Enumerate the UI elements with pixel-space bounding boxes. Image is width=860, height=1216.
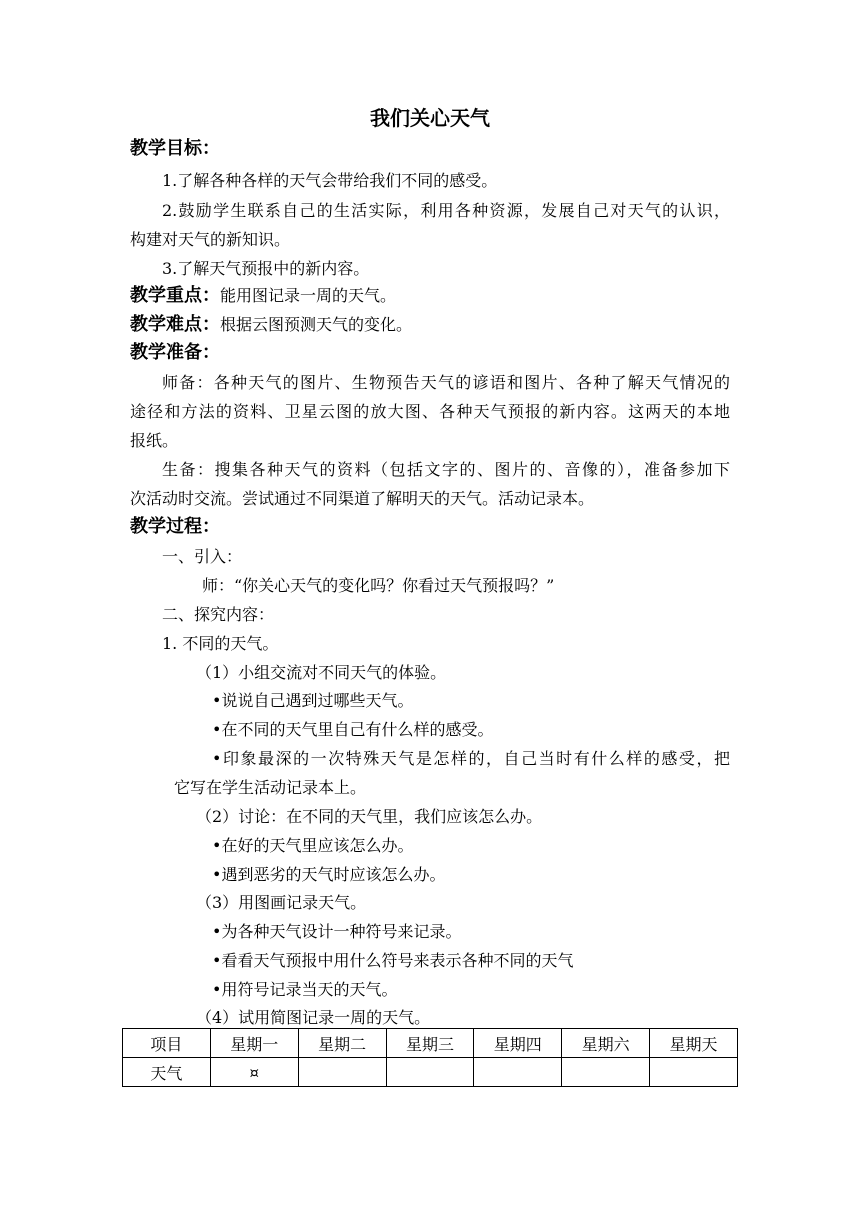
sub-item-3: （3）用图画记录天气。: [196, 893, 367, 912]
table-header-cell: 项目: [123, 1029, 211, 1058]
bullet-item: •在好的天气里应该怎么办。: [212, 836, 414, 855]
bullet-item: •说说自己遇到过哪些天气。: [212, 691, 414, 710]
table-cell: [650, 1058, 738, 1087]
intro-quote: 师：“你关心天气的变化吗？你看过天气预报吗？”: [202, 576, 555, 595]
table-cell: [386, 1058, 474, 1087]
intro-title: 一、引入：: [162, 547, 243, 566]
sub-item-2: （2）讨论：在不同的天气里，我们应该怎么办。: [196, 807, 543, 826]
table-cell: [562, 1058, 650, 1087]
key-point-text: 能用图记录一周的天气。: [220, 286, 397, 305]
explore-title: 二、探究内容：: [162, 605, 275, 624]
bullet-item-continued: 它写在学生活动记录本上。: [174, 778, 367, 797]
table-header-cell: 星期二: [298, 1029, 386, 1058]
sun-icon: ¤: [249, 1063, 260, 1082]
bullet-item: •在不同的天气里自己有什么样的感受。: [212, 720, 494, 739]
bullet-item: •用符号记录当天的天气。: [212, 980, 398, 999]
bullet-item: •看看天气预报中用什么符号来表示各种不同的天气: [212, 951, 574, 970]
table-row: [123, 1058, 738, 1087]
table-row-label: 天气: [123, 1058, 211, 1087]
objective-item: 1.了解各种各样的天气会带给我们不同的感受。: [162, 171, 498, 190]
bullet-item: •为各种天气设计一种符号来记录。: [212, 922, 462, 941]
section-1-title: 1. 不同的天气。: [162, 634, 279, 653]
table-header-cell: 星期一: [210, 1029, 298, 1058]
difficulty-row: [130, 314, 412, 336]
teacher-prep-line: 途径和方法的资料、卫星云图的放大图、各种天气预报的新内容。这两天的本地: [130, 402, 730, 421]
student-prep-line: 生备：搜集各种天气的资料（包括文字的、图片的、音像的），准备参加下: [162, 460, 730, 479]
weather-record-table: [122, 1028, 738, 1087]
objective-item: 3.了解天气预报中的新内容。: [162, 259, 370, 278]
key-point-row: [130, 285, 396, 307]
bullet-item: •印象最深的一次特殊天气是怎样的，自己当时有什么样的感受，把: [212, 749, 730, 768]
objective-item: 2.鼓励学生联系自己的生活实际，利用各种资源，发展自己对天气的认识，: [162, 201, 730, 220]
bullet-item: •遇到恶劣的天气时应该怎么办。: [212, 865, 446, 884]
table-header-cell: 星期四: [474, 1029, 562, 1058]
table-header-row: [123, 1029, 738, 1058]
page-title: 我们关心天气: [370, 106, 490, 130]
table-header-cell: 星期六: [562, 1029, 650, 1058]
table-cell: [210, 1058, 298, 1087]
objective-item-continued: 构建对天气的新知识。: [130, 230, 291, 249]
table-header-cell: 星期天: [650, 1029, 738, 1058]
sub-item-1: （1）小组交流对不同天气的体验。: [196, 663, 447, 682]
table-cell: [298, 1058, 386, 1087]
preparation-heading: 教学准备：: [130, 342, 220, 363]
teacher-prep-line: 师备：各种天气的图片、生物预告天气的谚语和图片、各种了解天气情况的: [162, 373, 730, 392]
objectives-heading: 教学目标：: [130, 138, 220, 159]
difficulty-label: 教学难点：: [130, 314, 220, 335]
sub-item-4: （4）试用简图记录一周的天气。: [196, 1008, 431, 1027]
key-point-label: 教学重点：: [130, 285, 220, 306]
student-prep-line: 次活动时交流。尝试通过不同渠道了解明天的天气。活动记录本。: [130, 489, 595, 508]
table-header-cell: 星期三: [386, 1029, 474, 1058]
process-heading: 教学过程：: [130, 516, 220, 537]
difficulty-text: 根据云图预测天气的变化。: [220, 315, 413, 334]
teacher-prep-line: 报纸。: [130, 431, 179, 450]
table-cell: [474, 1058, 562, 1087]
